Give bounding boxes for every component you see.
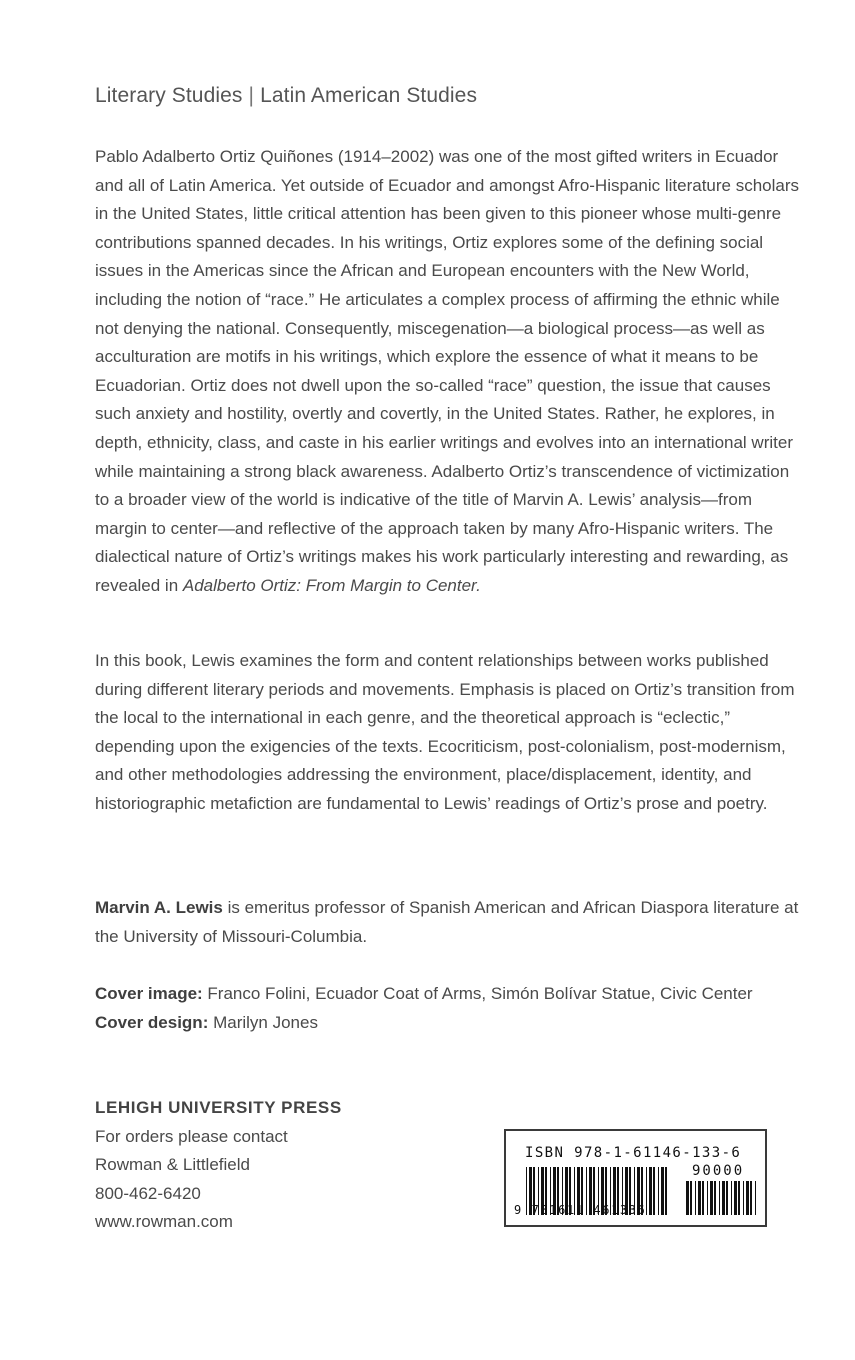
- description-paragraph-1: [95, 143, 800, 601]
- barcode-bar: [714, 1181, 716, 1215]
- barcode-bar: [698, 1181, 701, 1215]
- category-latin-american-studies: Latin American Studies: [260, 84, 478, 107]
- barcode-bar: [661, 1167, 664, 1215]
- barcode-bar: [731, 1181, 732, 1215]
- description-paragraph-1-text: Pablo Adalberto Ortiz Quiñones (1914–2002) was one of the most gifted writers in Ecuador and all of Latin America. Yet outside of Ecuador and amongst Afro-Hispanic literature scholars in the United States, little critical attention has been given to this pioneer whose multi-genre contributions spanned decades. In his writings, Ortiz explores some of the defining social issues in the Americas since the African and European encounters with the New World, including the notion of “race.” He articulates a complex process of affirming the ethnic while not denying the national. Consequently, miscegenation—a biological process—as well as acculturation are motifs in his writings, which explore the essence of what it means to be Ecuadorian. Ortiz does not dwell upon the so-called “race” question, the issue that causes such anxiety and hostility, overtly and covertly, in the United States. Rather, he explores, in depth, ethnicity, class, and caste in his earlier writings and evolves into an international writer while maintaining a strong black awareness. Adalberto Ortiz’s transcendence of victimization to a broader view of the world is indicative of the title of Marvin A. Lewis’ analysis—from margin to center—and reflective of the approach taken by many Afro-Hispanic writers. The dialectical nature of Ortiz’s writings makes his work particularly interesting and rewarding, as revealed in: [95, 147, 800, 595]
- barcode-bar: [702, 1181, 704, 1215]
- category-separator: |: [248, 84, 255, 107]
- barcode-bar: [738, 1181, 740, 1215]
- barcode-bar: [665, 1167, 667, 1215]
- isbn-barcode: [504, 1129, 767, 1227]
- barcode-bar: [743, 1181, 744, 1215]
- subject-categories: [95, 84, 477, 108]
- price-code: 90000: [692, 1163, 745, 1179]
- author-bio-text: is emeritus professor of Spanish American and African Diaspora literature at the University of Missouri-Columbia.: [95, 898, 799, 946]
- orders-contact-line: For orders please contact: [95, 1126, 288, 1146]
- barcode-bar: [734, 1181, 737, 1215]
- barcode-bar: [750, 1181, 752, 1215]
- barcode-bar: [710, 1181, 713, 1215]
- cover-design-label: Cover design:: [95, 1012, 209, 1032]
- barcode-bar: [746, 1181, 749, 1215]
- barcode-bar: [695, 1181, 696, 1215]
- description-paragraph-2: In this book, Lewis examines the form and content relationships between works published during different literary periods and movements. Emphasis is placed on Ortiz’s transition from the local to the international in each genre, and the theoretical approach is “eclectic,” depending upon the exigencies of the texts. Ecocriticism, post-colonialism, post-modernism, and other methodologies addressing the environment, place/displacement, identity, and historiographic metafiction are fundamental to Lewis’ readings of Ortiz’s prose and poetry.: [95, 651, 795, 813]
- publisher-block: [95, 1094, 415, 1237]
- barcode-bar: [658, 1167, 659, 1215]
- cover-image-value: Franco Folini, Ecuador Coat of Arms, Simón Bolívar Statue, Civic Center: [202, 984, 753, 1003]
- barcode-digits: 9 781611 461336: [514, 1203, 647, 1217]
- cover-design-credit: [95, 1009, 800, 1038]
- author-name: Marvin A. Lewis: [95, 898, 223, 917]
- cover-credits: [95, 980, 800, 1037]
- barcode-bar: [719, 1181, 720, 1215]
- barcode-bar: [690, 1181, 692, 1215]
- book-title: Adalberto Ortiz: From Margin to Center.: [182, 575, 481, 595]
- barcode-bar: [686, 1181, 689, 1215]
- barcode-bar: [707, 1181, 708, 1215]
- barcode-bar: [726, 1181, 728, 1215]
- distributor-name: Rowman & Littlefield: [95, 1155, 250, 1175]
- category-literary-studies: Literary Studies: [95, 84, 243, 107]
- cover-image-credit: [95, 980, 800, 1009]
- cover-design-value: Marilyn Jones: [208, 1012, 318, 1032]
- website-link[interactable]: www.rowman.com: [95, 1212, 233, 1232]
- barcode-bar: [755, 1181, 756, 1215]
- cover-image-label: Cover image:: [95, 984, 203, 1003]
- phone-number: 800-462-6420: [95, 1183, 201, 1203]
- barcode-bar: [653, 1167, 655, 1215]
- barcode-bar: [649, 1167, 652, 1215]
- author-bio: [95, 894, 800, 951]
- barcode-bar: [722, 1181, 725, 1215]
- publisher-name: LEHIGH UNIVERSITY PRESS: [95, 1098, 342, 1117]
- isbn-text: ISBN 978-1-61146-133-6: [525, 1145, 742, 1161]
